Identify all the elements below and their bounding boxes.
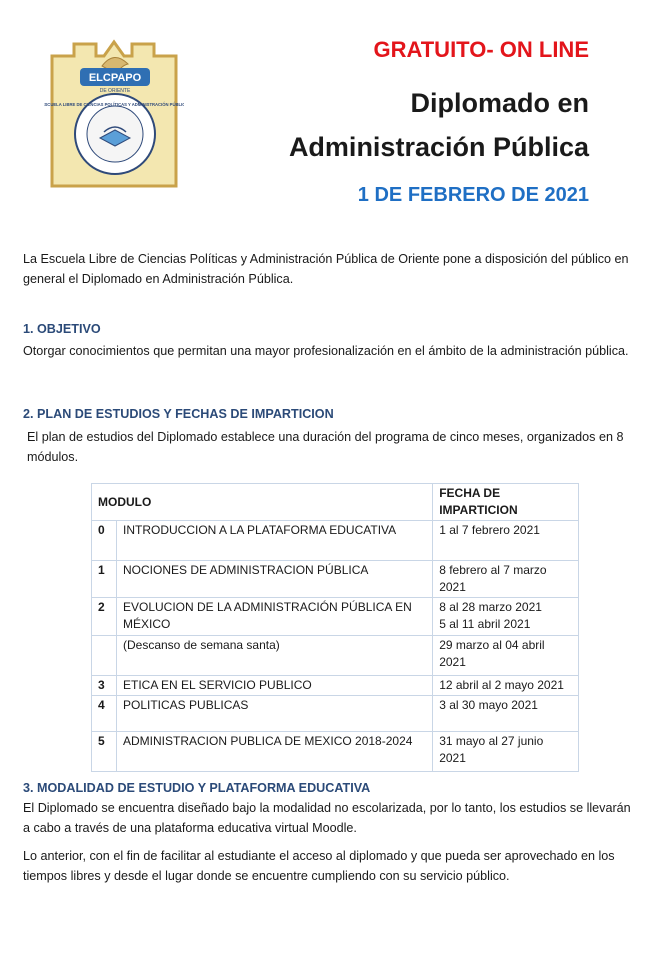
row-number	[92, 636, 117, 676]
modules-table	[91, 483, 579, 772]
row-date: 31 mayo al 27 junio 2021	[433, 732, 579, 772]
section-plan-heading: 2. PLAN DE ESTUDIOS Y FECHAS DE IMPARTICION	[23, 407, 334, 421]
section-modalidad-text: El Diplomado se encuentra diseñado bajo la modalidad no escolarizada, por lo tanto, los estudios se llevarán a cabo a través de una plataforma educativa virtual Moodle.	[23, 801, 631, 835]
free-online-banner: GRATUITO- ON LINE	[373, 37, 589, 62]
row-date: 3 al 30 mayo 2021	[433, 696, 579, 732]
table-header-row	[92, 484, 579, 521]
row-number: 0	[92, 521, 117, 561]
logo-top-text: ELCPAPO	[88, 72, 142, 84]
intro-paragraph: La Escuela Libre de Ciencias Políticas y Administración Pública de Oriente pone a disposición del público en general el Diplomado en Administración Pública.	[23, 252, 629, 286]
section-objetivo-text: Otorgar conocimientos que permitan una mayor profesionalización en el ámbito de la administración pública.	[23, 344, 629, 358]
table-row	[92, 598, 579, 636]
title-line-2: Administración Pública	[288, 132, 589, 162]
title-line-1: Diplomado en	[410, 88, 589, 118]
section-plan-text: El plan de estudios del Diplomado establece una duración del programa de cinco meses, organizados en 8 módulos.	[27, 430, 624, 464]
row-module: ETICA EN EL SERVICIO PUBLICO	[117, 676, 433, 696]
row-date: 8 al 28 marzo 2021	[439, 600, 542, 614]
row-number: 1	[92, 561, 117, 598]
row-date: 1 al 7 febrero 2021	[433, 521, 579, 561]
table-row	[92, 676, 579, 696]
table-row	[92, 732, 579, 772]
row-module: INTRODUCCION A LA PLATAFORMA EDUCATIVA	[117, 521, 433, 561]
table-row	[92, 696, 579, 732]
row-number: 5	[92, 732, 117, 772]
row-module: EVOLUCION DE LA ADMINISTRACIÓN PÚBLICA EN MÉXICO	[117, 598, 433, 636]
section-objetivo-heading: 1. OBJETIVO	[23, 322, 101, 336]
row-date: 29 marzo al 04 abril 2021	[433, 636, 579, 676]
row-module: POLITICAS PUBLICAS	[117, 696, 433, 732]
row-module: (Descanso de semana santa)	[117, 636, 433, 676]
row-date-second: 5 al 11 abril 2021	[439, 617, 531, 631]
row-number: 4	[92, 696, 117, 732]
school-logo	[44, 36, 184, 196]
row-number: 3	[92, 676, 117, 696]
logo-ring-text: ESCUELA LIBRE DE CIENCIAS POLÍTICAS Y ADMINISTRACIÓN PÚBLICA	[44, 102, 184, 107]
row-date-cell	[433, 598, 579, 636]
row-date: 8 febrero al 7 marzo 2021	[433, 561, 579, 598]
table-row	[92, 636, 579, 676]
logo-sub-text: DE ORIENTE	[99, 88, 131, 94]
row-number: 2	[92, 598, 117, 636]
table-row	[92, 561, 579, 598]
row-module: ADMINISTRACION PUBLICA DE MEXICO 2018-2024	[117, 732, 433, 772]
col-header-date: FECHA DE IMPARTICION	[433, 484, 579, 521]
start-date: 1 DE FEBRERO DE 2021	[357, 184, 589, 206]
school-crest-icon	[44, 36, 184, 196]
col-header-module: MODULO	[92, 484, 433, 521]
table-row	[92, 521, 579, 561]
row-date: 12 abril al 2 mayo 2021	[433, 676, 579, 696]
section-modalidad-text-2: Lo anterior, con el fin de facilitar al estudiante el acceso al diplomado y que pueda ser aprovechado en los tiempos libres y desde el lugar donde se encuentre cumpliendo con su servicio público.	[23, 849, 615, 883]
row-module: NOCIONES DE ADMINISTRACION PÚBLICA	[117, 561, 433, 598]
document-header	[289, 36, 589, 208]
section-modalidad-heading: 3. MODALIDAD DE ESTUDIO Y PLATAFORMA EDUCATIVA	[23, 781, 371, 795]
